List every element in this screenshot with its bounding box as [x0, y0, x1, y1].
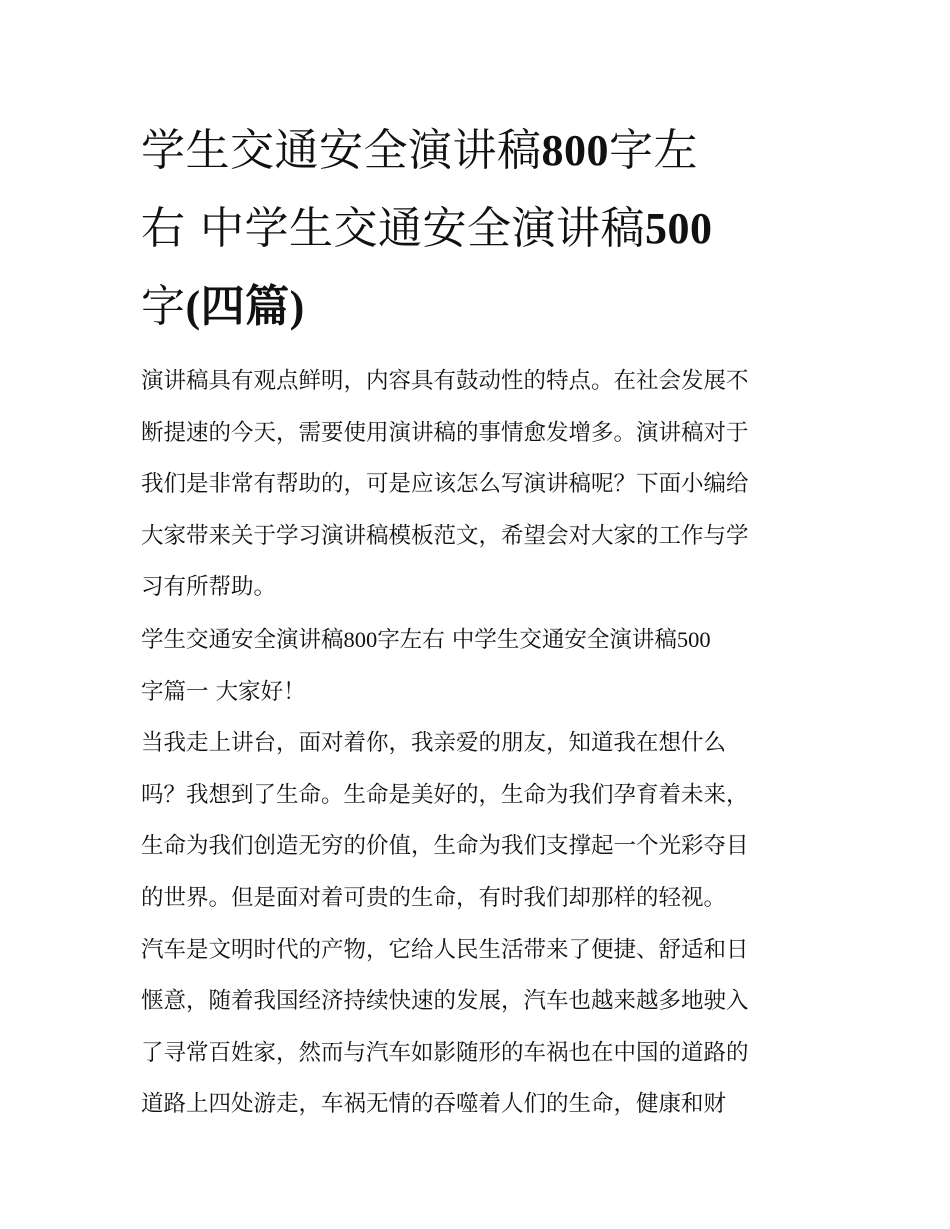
heading-number: 500 — [676, 626, 711, 652]
body-paragraph-2 — [141, 925, 813, 1131]
title-text: 字左 — [609, 125, 698, 176]
paragraph-line: 惬意，随着我国经济持续快速的发展，汽车也越来越多地驶入 — [141, 988, 749, 1015]
intro-line: 断提速的今天，需要使用演讲稿的事情愈发增多。演讲稿对于 — [141, 419, 749, 446]
heading-number: 800 — [343, 626, 378, 652]
section-heading-line-2: 字篇一 大家好！ — [141, 678, 306, 705]
title-text: 字 — [141, 281, 186, 332]
paragraph-line: 汽车是文明时代的产物，它给人民生活带来了便捷、舒适和日 — [141, 936, 749, 963]
heading-text: 学生交通安全演讲稿 — [141, 626, 344, 653]
title-line-2 — [141, 190, 813, 268]
body-paragraph-1 — [141, 718, 813, 924]
title-number: 500 — [645, 204, 713, 253]
paragraph-line: 道路上四处游走，车祸无情的吞噬着人们的生命，健康和财 — [141, 1091, 727, 1118]
title-line-3 — [141, 268, 813, 346]
paragraph-line: 的世界。但是面对着可贵的生命，有时我们却那样的轻视。 — [141, 884, 727, 911]
paragraph-line: 生命为我们创造无穷的价值，生命为我们支撑起一个光彩夺目 — [141, 833, 749, 860]
paragraph-line: 了寻常百姓家，然而与汽车如影随形的车祸也在中国的道路的 — [141, 1039, 749, 1066]
section-heading — [141, 614, 813, 718]
title-number: 800 — [541, 126, 609, 175]
paragraph-line: 当我走上讲台，面对着你，我亲爱的朋友，知道我在想什么 — [141, 730, 727, 757]
title-line-1 — [141, 112, 813, 190]
paragraph-line: 吗？我想到了生命。生命是美好的，生命为我们孕育着未来， — [141, 781, 749, 808]
title-text: 学生交通安全演讲稿 — [141, 125, 542, 176]
title-suffix: (四篇) — [185, 282, 305, 331]
intro-paragraph — [141, 356, 813, 614]
section-heading-line-1 — [141, 614, 813, 667]
intro-line: 大家带来关于学习演讲稿模板范文，希望会对大家的工作与学 — [141, 522, 749, 549]
intro-line: 我们是非常有帮助的，可是应该怎么写演讲稿呢？下面小编给 — [141, 471, 749, 498]
document-title — [141, 112, 813, 346]
title-text: 右 中学生交通安全演讲稿 — [141, 203, 645, 254]
document-content — [141, 112, 813, 1131]
heading-text: 字左右 中学生交通安全演讲稿 — [377, 626, 677, 653]
intro-line: 习有所帮助。 — [141, 574, 277, 601]
intro-line: 演讲稿具有观点鲜明，内容具有鼓动性的特点。在社会发展不 — [141, 368, 749, 394]
